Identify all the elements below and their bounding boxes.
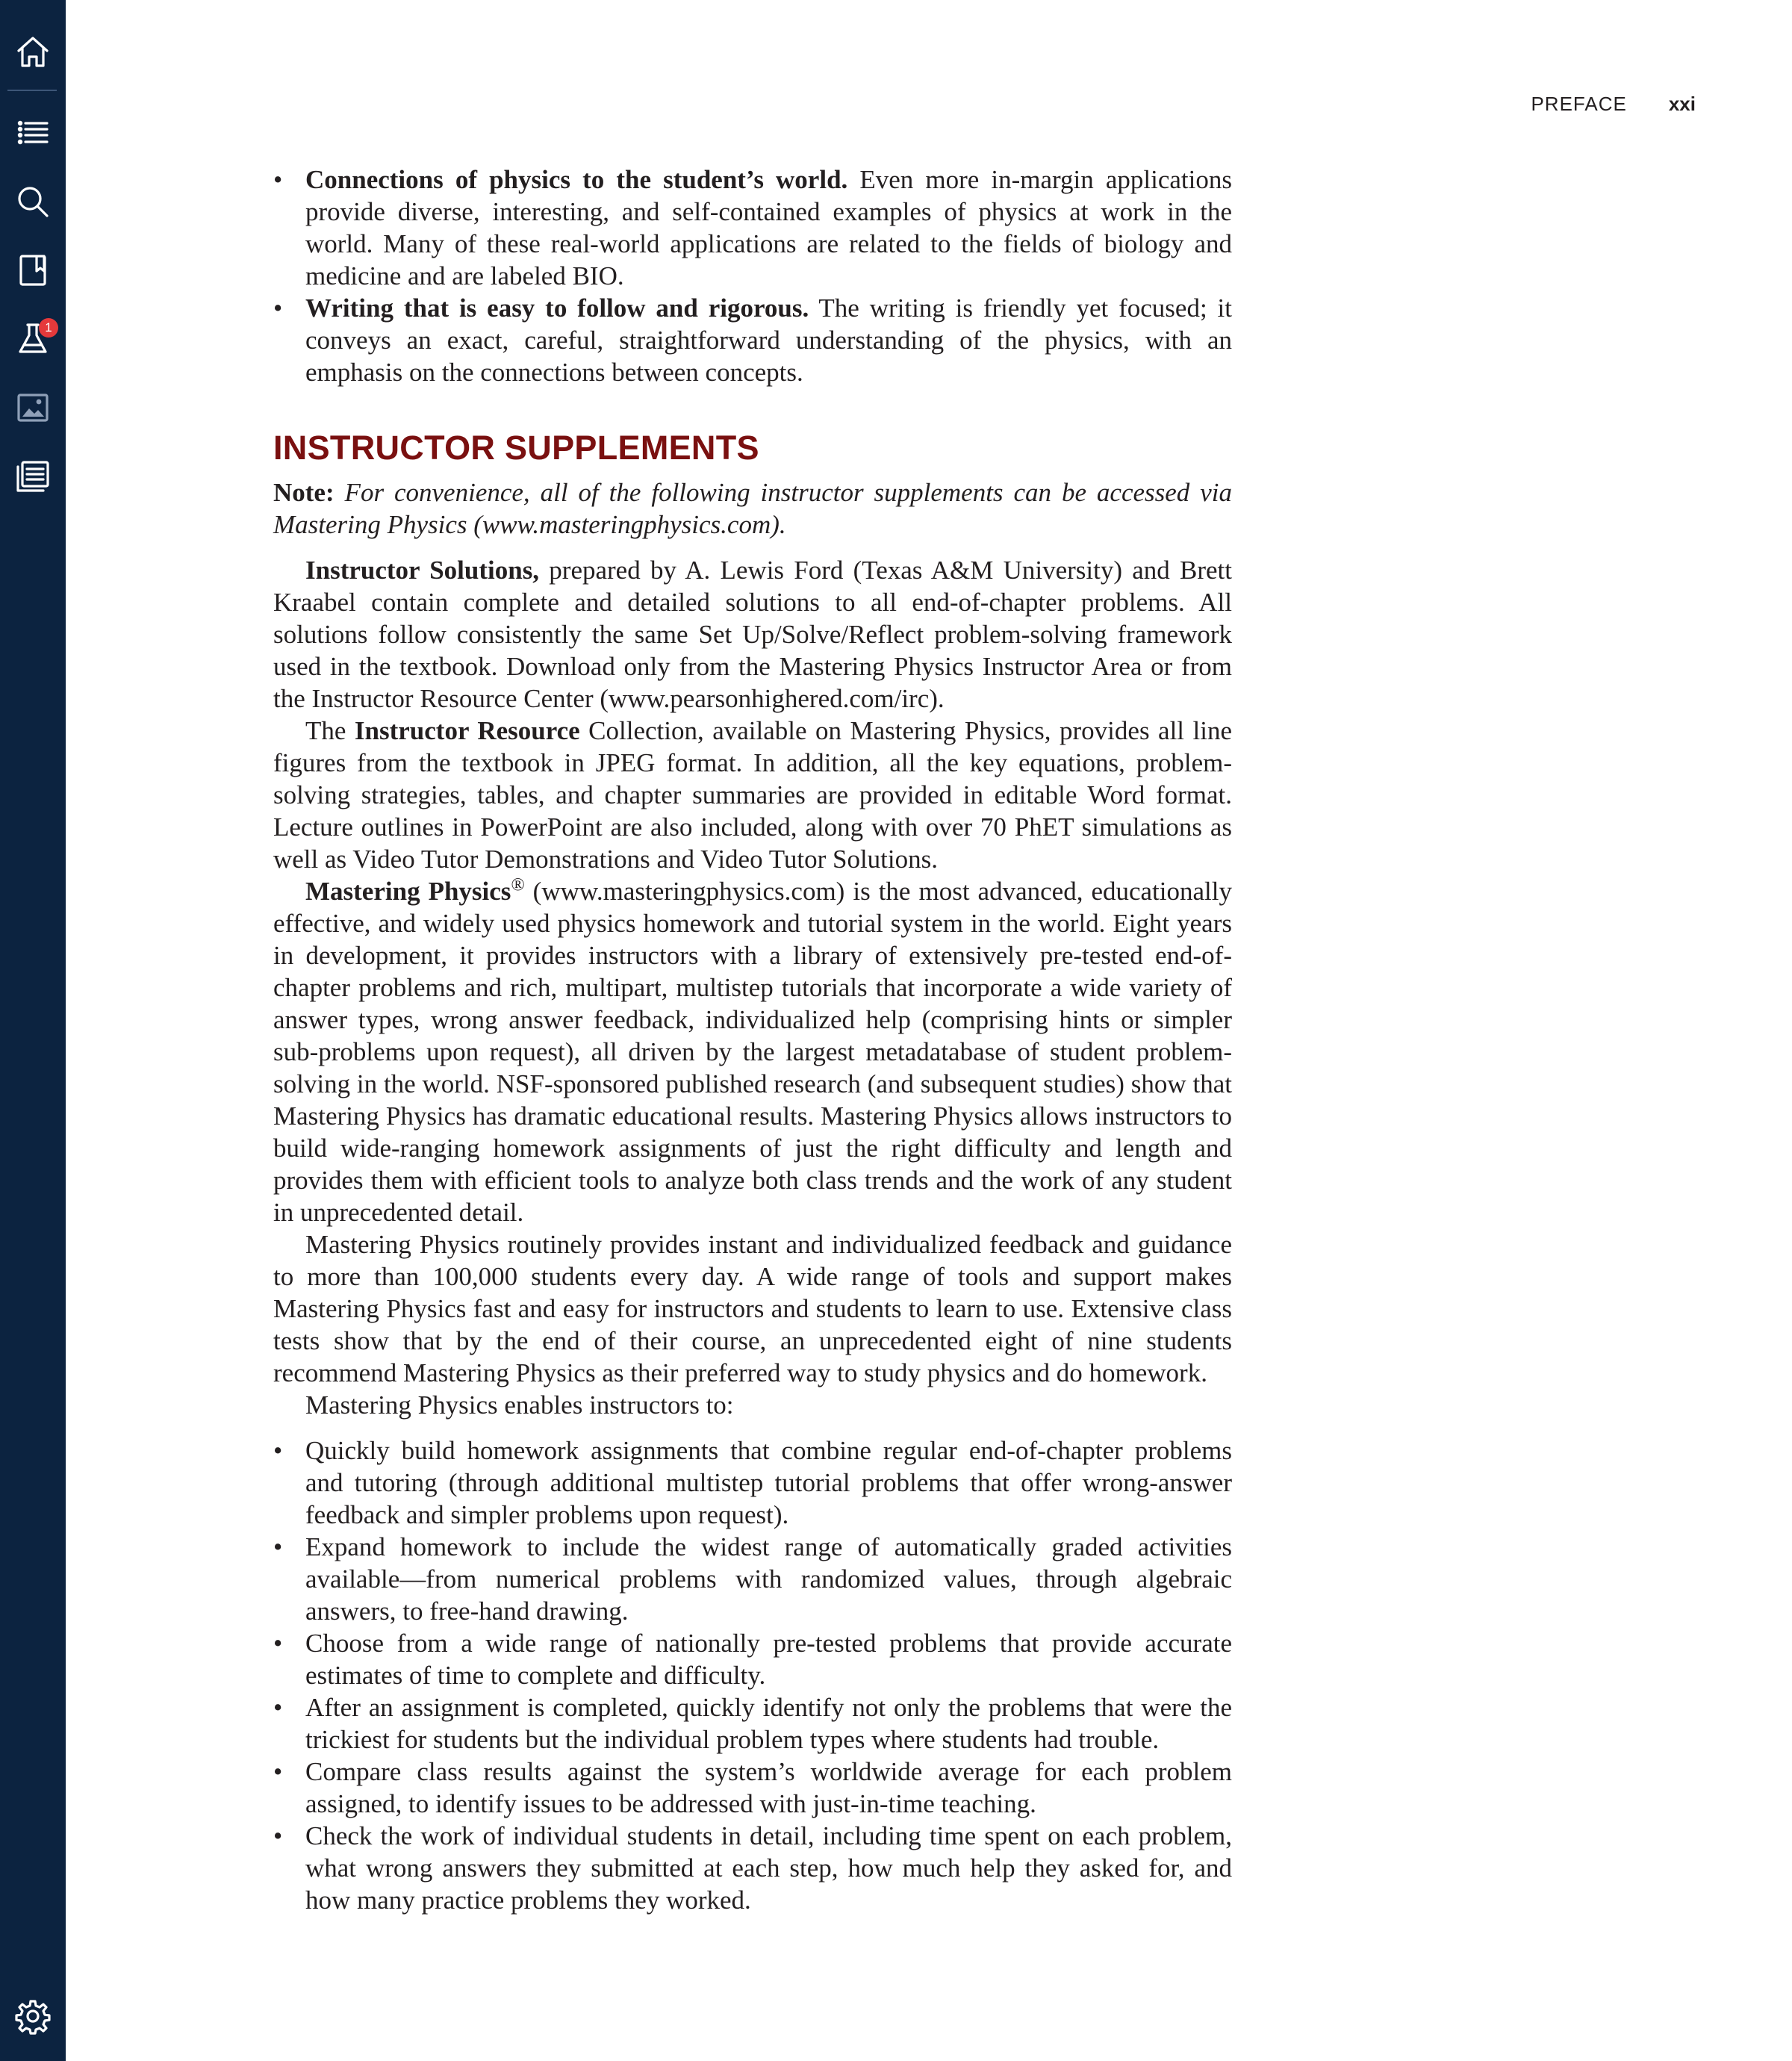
paragraph-mastering-physics [273,875,1232,1228]
note-text: For convenience, all of the following instructor supplements can be accessed via Mastering Physics (www.masteringphysics.com). [273,478,1232,539]
notification-badge: 1 [39,318,58,338]
paragraph-lead: Instructor Resource [354,716,580,745]
list-item-title: Connections of physics to the student’s world. [305,165,848,194]
home-icon [14,34,52,71]
paragraph-pre: The [305,716,355,745]
paragraph-enables: Mastering Physics enables instructors to: [305,1390,734,1420]
list-item: • Expand homework to include the widest range of automatically graded activities available—from numerical problems with randomized values, through algebraic answers, to free-hand drawing. [273,1531,1232,1627]
list-item-title: Writing that is easy to follow and rigorous. [305,293,809,323]
home-button[interactable] [0,21,66,84]
notes-button[interactable] [0,445,66,508]
list-item [273,292,1232,388]
gear-icon [14,1998,52,2035]
list-item: • Compare class results against the system’s worldwide average for each problem assigned, to identify issues to be addressed with just-in-time teaching. [273,1756,1232,1820]
section-note [273,476,1232,541]
registered-mark: ® [511,875,525,895]
note-label: Note: [273,478,335,507]
paragraph-text: Collection, available on Mastering Physics, provides all line figures from the textbook in JPEG format. In addition, all the key equations, problem-solving strategies, tables, and chapter summaries are provided in editable Word format. Lecture outlines in PowerPoint are also included, along with over 70 PhET simulations as well as Video Tutor Demonstrations and Video Tutor Solutions. [273,716,1232,874]
table-of-contents-icon [14,114,52,152]
bookmark-icon [14,252,52,289]
lab-button[interactable] [0,308,66,370]
paragraph-lead: Mastering Physics [305,877,511,906]
paragraph-instructor-resource [273,715,1232,875]
list-item: • Check the work of individual students in detail, including time spent on each problem, what wrong answers they submitted at each step, how much help they asked for, and how many practice problems they worked. [273,1820,1232,1916]
table-of-contents-button[interactable] [0,102,66,164]
settings-button[interactable] [0,1985,66,2048]
paragraph-feedback: Mastering Physics routinely provides instant and individualized feedback and guidance to more than 100,000 students every day. A wide range of tools and support makes Mastering Physics fast and easy for instructors and students to learn to use. Extensive class tests show that by the end of their course, an unprecedented eight of nine students recommend Mastering Physics as their preferred way to study physics and do homework. [273,1230,1232,1387]
running-head-section: PREFACE [1531,93,1627,115]
instructor-capabilities-list [273,1434,1232,1916]
image-gallery-icon [14,389,52,426]
search-button[interactable] [0,170,66,233]
list-item-text: The writing is friendly yet focused; it conveys an exact, careful, straightforward understanding of the physics, with an emphasis on the connections between concepts. [305,293,1232,387]
image-gallery-button[interactable] [0,376,66,439]
paragraph-instructor-solutions [273,554,1232,715]
paragraph-text: prepared by A. Lewis Ford (Texas A&M University) and Brett Kraabel contain complete and detailed solutions to all end-of-chapter problems. All solutions follow consistently the same Set Up/Solve/Reflect problem-solving framework used in the textbook. Download only from the Mastering Physics Instructor Area or from the Instructor Resource Center (www.pearsonhighered.com/irc). [273,556,1232,713]
sidebar [0,0,66,2061]
running-head [1531,93,1696,116]
list-item: • Choose from a wide range of nationally pre-tested problems that provide accurate estimates of time to complete and difficulty. [273,1627,1232,1691]
search-icon [14,183,52,220]
page-content [273,164,1232,1916]
section-heading: INSTRUCTOR SUPPLEMENTS [273,429,759,467]
notes-icon [14,458,52,495]
list-item-text: Even more in-margin applications provide diverse, interesting, and self-contained examples of physics at work in the world. Many of these real-world applications are related to the fields of biology and medicine and are labeled BIO. [305,165,1232,290]
list-item [273,164,1232,292]
page-number: xxi [1668,93,1696,115]
paragraph-text: (www.masteringphysics.com) is the most advanced, educationally effective, and widely used physics homework and tutorial system in the world. Eight years in development, it provides instructors with a library of extensively pre-tested end-of-chapter problems and rich, multipart, multistep tutorials that incorporate a wide variety of answer types, wrong answer feedback, individualized help (comprising hints or simpler sub-problems upon request), all driven by the largest metadatabase of student problem-solving in the world. NSF-sponsored published research (and subsequent studies) show that Mastering Physics has dramatic educational results. Mastering Physics allows instructors to build wide-ranging homework assignments of just the right difficulty and length and provides them with efficient tools to analyze both class trends and the work of any student in unprecedented detail. [273,877,1232,1227]
list-item: • Quickly build homework assignments that combine regular end-of-chapter problems and tutoring (through additional multistep tutorial problems that offer wrong-answer feedback and simpler problems upon request). [273,1434,1232,1531]
feature-list [273,164,1232,388]
sidebar-divider [7,90,57,91]
list-item: • After an assignment is completed, quickly identify not only the problems that were the trickiest for students but the individual problem types where students had trouble. [273,1691,1232,1756]
bookmark-button[interactable] [0,239,66,302]
paragraph-lead: Instructor Solutions, [305,556,540,585]
